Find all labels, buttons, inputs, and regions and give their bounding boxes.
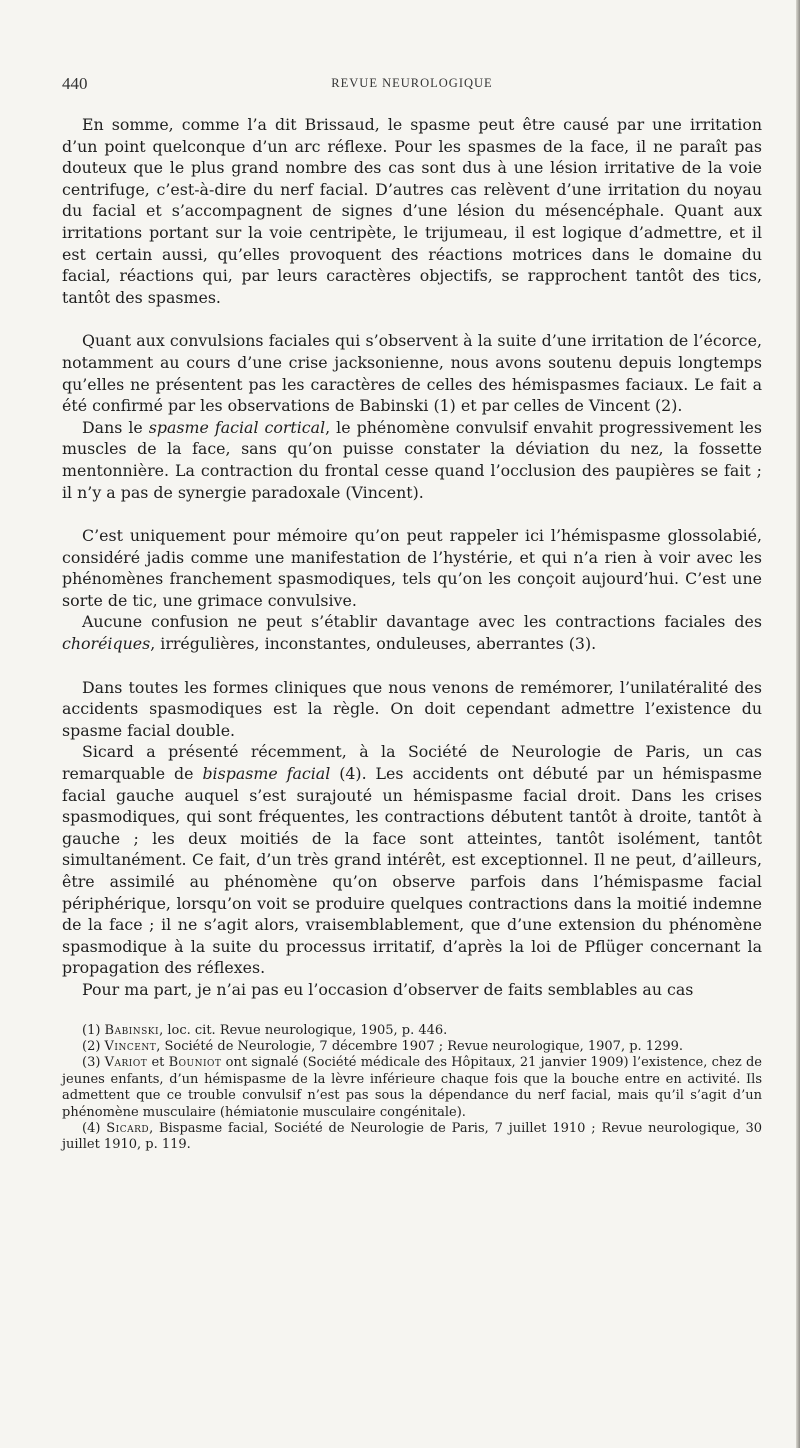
text-run: (4). Les accidents ont débuté par un hémispasme facial gauche auquel s’est surajouté un hémispasme facial droit. Dans les crises spasmodiques, qui sont fréquentes, les contractions débutent tantôt à droite, tantôt à gauche ; les deux moitiés de la face sont atteintes, tantôt isolément, tantôt simultanément. Ce fait, d’un très grand intérêt, est exceptionnel. Il ne peut, d’ailleurs, être assimilé au phénomène qu’on observe parfois dans l’hémispasme facial périphérique, lorsqu’on voit se produire quelques contractions dans la moitié indemne de la face ; il ne s’agit alors, vraisemblablement, que d’une extension du phénomène spasmodique à la suite du processus irritatif, d’après la loi de Pflüger concernant la propagation des réflexes. (62, 764, 762, 978)
paragraph-pour-ma-part: Pour ma part, je n’ai pas eu l’occasion d’observer de faits semblables au cas (82, 979, 694, 999)
footnote-number: (4) (82, 1121, 107, 1136)
text-run: Dans le (82, 417, 149, 437)
footnote-author: Sicard (106, 1121, 150, 1136)
paragraph-unilateralite: Dans toutes les formes cliniques que nous venons de remémorer, l’unilatéralité des accidents spasmodiques est la règle. On doit cependant admettre l’existence du spasme facial double. (62, 677, 762, 740)
footnote-author: Vincent (104, 1038, 157, 1054)
footnote-2 (62, 1039, 762, 1055)
footnote-1 (62, 1023, 762, 1039)
footnote-author: Babinski (104, 1022, 160, 1038)
footnote-4 (62, 1121, 762, 1154)
emphasis: spasme facial cortical (148, 417, 326, 437)
emphasis: bispasme facial (202, 764, 331, 784)
footnote-text: , Bispasme facial, Société de Neurologie de Paris, 7 juillet 1910 ; Revue neurologique, 30 juillet 1910, p. 119. (62, 1121, 763, 1153)
text-run: , irrégulières, inconstantes, onduleuses, aberrantes (3). (150, 634, 597, 654)
text-run: Aucune confusion ne peut s’établir davantage avec les contractions faciales des (82, 612, 762, 632)
emphasis: choréiques (62, 634, 151, 654)
journal-page (62, 74, 762, 1154)
paragraph-convulsions-faciales: Quant aux convulsions faciales qui s’observent à la suite d’une irritation de l’écorce, notamment au cours d’une crise jacksonienne, nous avons soutenu depuis longtemps qu’elles ne présentent pas les caractères de celles des hémispasmes faciaux. Le fait a été confirmé par les observations de Babinski (1) et par celles de Vincent (2). (62, 331, 762, 416)
paragraph-choreiques (62, 611, 762, 654)
footnotes (62, 1023, 762, 1154)
page-number: 440 (62, 74, 88, 93)
footnote-number: (2) (82, 1038, 105, 1054)
footnote-text: , loc. cit. Revue neurologique, 1905, p. 446. (159, 1022, 448, 1038)
paragraph-sicard-bispasme (62, 741, 762, 979)
text-run: Sicard a présenté récemment, à la Société de Neurologie de Paris, un cas remarquable de (62, 742, 762, 784)
footnote-text: , Société de Neurologie, 7 décembre 1907 ; Revue neurologique, 1907, p. 1299. (156, 1038, 684, 1054)
footnote-text: et (147, 1055, 169, 1071)
footnote-3 (62, 1055, 762, 1121)
page-edge-shadow (796, 0, 800, 1448)
text-run: , le phénomène convulsif envahit progressivement les muscles de la face, sans qu’on puisse constater la déviation du nez, la fossette mentonnière. La contraction du frontal cesse quand l’occlusion des paupières se fait ; il n’y a pas de synergie paradoxale (Vincent). (62, 417, 762, 502)
footnote-text: ont signalé (Société médicale des Hôpitaux, 21 janvier 1909) l’existence, chez de jeunes enfants, d’un hémispasme de la lèvre inférieure chaque fois que la bouche entre en activité. Ils admettent que ce trouble convulsif n’est pas sous la dépendance du nerf facial, mais qu’il s’agit d’un phénomène musculaire (hémiatonie musculaire congénitale). (62, 1055, 763, 1120)
page-header (62, 74, 762, 100)
running-head: REVUE NEUROLOGIQUE (331, 76, 493, 90)
footnote-number: (3) (82, 1055, 105, 1071)
paragraph-brissaud: En somme, comme l’a dit Brissaud, le spasme peut être causé par une irritation d’un point quelconque d’un arc réflexe. Pour les spasmes de la face, il ne paraît pas douteux que le plus grand nombre des cas sont dus à une lésion irritative de la voie centrifuge, c’est-à-dire du nerf facial. D’autres cas relèvent d’une irritation du noyau du facial et s’accompagnent de signes d’une lésion du mésencéphale. Quant aux irritations portant sur la voie centripète, le trijumeau, il est logique d’admettre, et il est certain aussi, qu’elles provoquent des réactions motrices dans le domaine du facial, réactions qui, par leurs caractères objectifs, se rapprochent tantôt des tics, tantôt des spasmes. (62, 115, 762, 307)
footnote-author: Variot (104, 1055, 148, 1071)
footnote-author: Bouniot (168, 1055, 222, 1071)
footnote-number: (1) (82, 1022, 105, 1038)
body-text (62, 114, 762, 1001)
paragraph-hemispasme-glossolabie: C’est uniquement pour mémoire qu’on peut rappeler ici l’hémispasme glossolabié, considéré jadis comme une manifestation de l’hystérie, et qui n’a rien à voir avec les phénomènes franchement spasmodiques, tels qu’on les conçoit aujourd’hui. C’est une sorte de tic, une grimace convulsive. (62, 526, 762, 610)
paragraph-spasme-cortical (62, 417, 762, 503)
